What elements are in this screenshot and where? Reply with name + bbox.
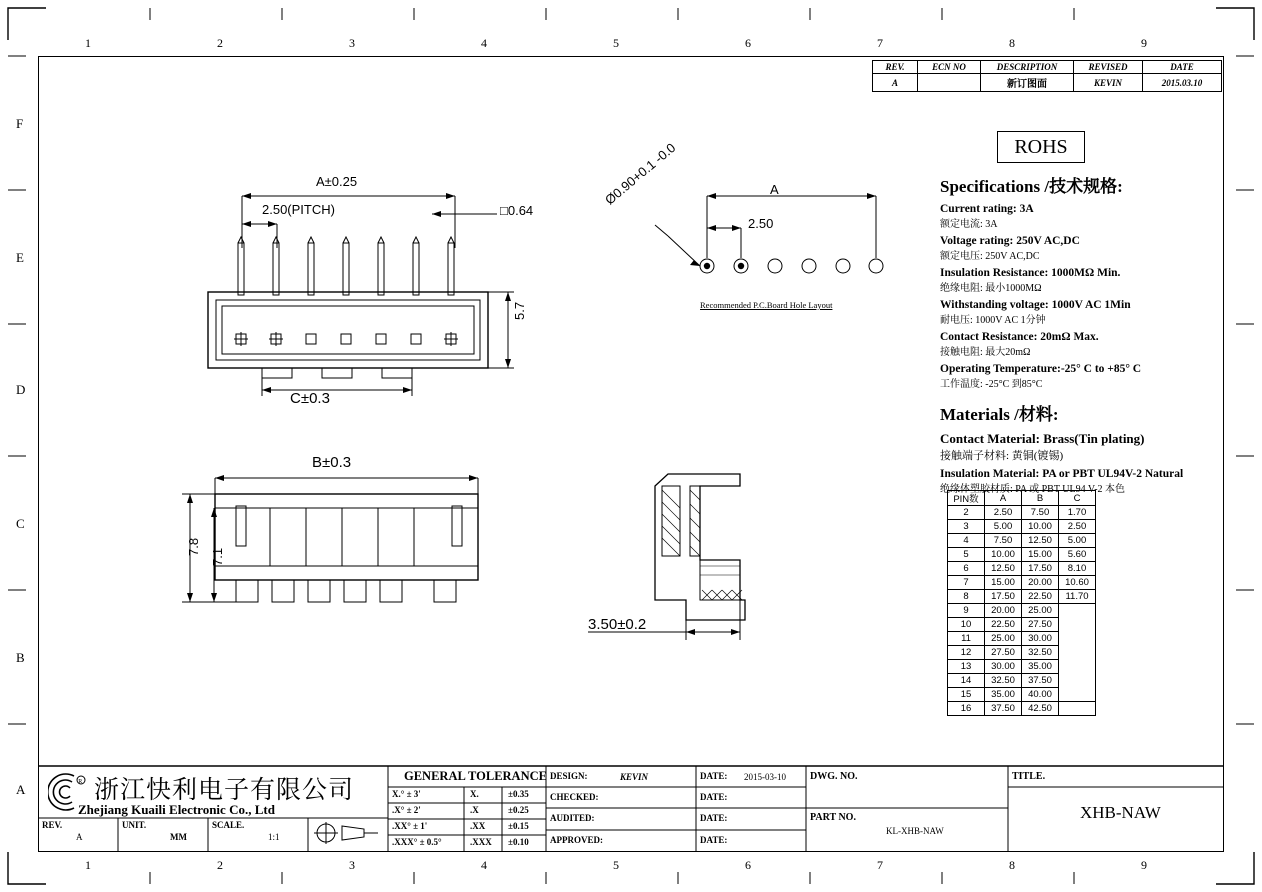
pin-cell: 10.00 bbox=[1022, 520, 1059, 534]
tolerance-angular-1: X.° ± 3' bbox=[392, 789, 421, 799]
dim-label-7-8: 7.8 bbox=[186, 537, 201, 556]
spec-en: Insulation Resistance: 1000MΩ Min. bbox=[940, 267, 1121, 279]
unit-value: MM bbox=[170, 832, 187, 842]
tolerance-title: GENERAL TOLERANCE bbox=[404, 769, 547, 783]
pin-cell: 17.50 bbox=[1022, 562, 1059, 576]
spec-en: Current rating: 3A bbox=[940, 203, 1034, 215]
dim-label-b: B±0.3 bbox=[312, 454, 352, 471]
pin-cell: 10.00 bbox=[985, 548, 1022, 562]
audited-label: AUDITED: bbox=[550, 813, 595, 823]
pin-cell: 12.50 bbox=[1022, 534, 1059, 548]
pin-cell: 2 bbox=[948, 506, 985, 520]
spec-cn: 耐电压: 1000V AC 1分钟 bbox=[940, 315, 1046, 326]
pin-cell: 37.50 bbox=[1022, 674, 1059, 688]
zone-left-A: A bbox=[16, 782, 26, 797]
layout-label-a: A bbox=[770, 182, 779, 197]
date-label-2: DATE: bbox=[700, 792, 728, 802]
spec-cn: 工作温度: -25°C 到85°C bbox=[940, 379, 1043, 390]
spec-cn: 额定电压: 250V AC,DC bbox=[940, 251, 1040, 262]
approved-label: APPROVED: bbox=[550, 835, 603, 845]
zone-top-3: 3 bbox=[349, 36, 355, 50]
zone-left-C: C bbox=[16, 516, 25, 531]
revision-cell-rev: A bbox=[873, 74, 918, 92]
spec-cn: 额定电流: 3A bbox=[940, 219, 998, 230]
scale-value: 1:1 bbox=[268, 832, 280, 842]
zone-left-B: B bbox=[16, 650, 25, 665]
zone-bottom-5: 5 bbox=[613, 858, 619, 872]
pin-cell: 20.00 bbox=[985, 604, 1022, 618]
svg-text:R: R bbox=[78, 779, 83, 785]
tolerance-linear-val-4: ±0.10 bbox=[508, 837, 529, 847]
pin-cell: 8.10 bbox=[1059, 562, 1096, 576]
design-value: KEVIN bbox=[620, 772, 649, 782]
dim-label-5-7: 5.7 bbox=[512, 301, 527, 320]
date-label-4: DATE: bbox=[700, 835, 728, 845]
rev-value: A bbox=[76, 832, 83, 842]
pin-cell: 11.70 bbox=[1059, 590, 1096, 604]
revision-cell-description: 新订图面 bbox=[981, 74, 1074, 92]
pin-cell: 10 bbox=[948, 618, 985, 632]
pcb-layout-note: Recommended P.C.Board Hole Layout bbox=[700, 300, 833, 310]
tolerance-angular-2: .X° ± 2' bbox=[392, 805, 421, 815]
pin-cell: 22.50 bbox=[985, 618, 1022, 632]
pin-cell: 5 bbox=[948, 548, 985, 562]
spec-en: Operating Temperature:-25° C to +85° C bbox=[940, 363, 1142, 375]
tolerance-linear-key-1: X. bbox=[470, 789, 479, 799]
revision-header-ecn: ECN NO bbox=[918, 61, 981, 74]
pin-cell: 12 bbox=[948, 646, 985, 660]
zone-bottom-7: 7 bbox=[877, 858, 883, 872]
tolerance-linear-val-3: ±0.15 bbox=[508, 821, 529, 831]
zone-bottom-4: 4 bbox=[481, 858, 487, 872]
revision-header-date: DATE bbox=[1143, 61, 1222, 74]
revision-cell-revised: KEVIN bbox=[1074, 74, 1143, 92]
spec-en: Voltage rating: 250V AC,DC bbox=[940, 235, 1080, 247]
pin-cell: 3 bbox=[948, 520, 985, 534]
material-cn: 接触端子材料: 黄铜(镀锡) bbox=[940, 450, 1064, 462]
tolerance-linear-key-2: .X bbox=[470, 805, 479, 815]
revision-cell-date: 2015.03.10 bbox=[1143, 74, 1222, 92]
pin-cell: 11 bbox=[948, 632, 985, 646]
pin-cell: 9 bbox=[948, 604, 985, 618]
first-angle-projection-icon bbox=[312, 820, 386, 846]
pin-cell: 32.50 bbox=[1022, 646, 1059, 660]
pin-header-a: A bbox=[985, 491, 1022, 506]
pin-cell: 2.50 bbox=[1059, 520, 1096, 534]
pin-cell: 30.00 bbox=[1022, 632, 1059, 646]
part-no-value: KL-XHB-NAW bbox=[886, 826, 944, 836]
drawing-title-value: XHB-NAW bbox=[1080, 803, 1161, 822]
pin-cell: 6 bbox=[948, 562, 985, 576]
pin-cell: 1.70 bbox=[1059, 506, 1096, 520]
pin-header-pin: PIN数 bbox=[948, 491, 985, 506]
zone-top-2: 2 bbox=[217, 36, 223, 50]
pin-cell: 27.50 bbox=[1022, 618, 1059, 632]
pin-cell: 7 bbox=[948, 576, 985, 590]
dim-label-7-1: 7.1 bbox=[210, 547, 225, 566]
materials-title: Materials /材料: bbox=[940, 405, 1059, 424]
pin-cell: 7.50 bbox=[1022, 506, 1059, 520]
zone-top-1: 1 bbox=[85, 36, 91, 50]
pin-cell: 14 bbox=[948, 674, 985, 688]
pin-cell: 32.50 bbox=[985, 674, 1022, 688]
pin-cell: 30.00 bbox=[985, 660, 1022, 674]
date-label-1: DATE: bbox=[700, 771, 728, 781]
pin-cell: 35.00 bbox=[1022, 660, 1059, 674]
pin-header-b: B bbox=[1022, 491, 1059, 506]
revision-header-description: DESCRIPTION bbox=[981, 61, 1074, 74]
dim-label-depth: 3.50±0.2 bbox=[588, 616, 647, 633]
company-name-cn: 浙江快利电子有限公司 bbox=[94, 775, 355, 804]
zone-bottom-9: 9 bbox=[1141, 858, 1147, 872]
company-name-en: Zhejiang Kuaili Electronic Co., Ltd bbox=[78, 802, 275, 817]
zone-bottom-1: 1 bbox=[85, 858, 91, 872]
pin-cell: 20.00 bbox=[1022, 576, 1059, 590]
zone-left-D: D bbox=[16, 382, 26, 397]
pin-cell: 13 bbox=[948, 660, 985, 674]
pin-cell: 25.00 bbox=[985, 632, 1022, 646]
pin-cell: 5.60 bbox=[1059, 548, 1096, 562]
tolerance-angular-4: .XXX° ± 0.5° bbox=[392, 837, 442, 847]
pin-cell: 40.00 bbox=[1022, 688, 1059, 702]
tolerance-linear-key-4: .XXX bbox=[470, 837, 492, 847]
title-label: TITLE. bbox=[1012, 771, 1046, 782]
pin-cell: 15.00 bbox=[1022, 548, 1059, 562]
pin-cell: 5.00 bbox=[985, 520, 1022, 534]
pin-cell: 37.50 bbox=[985, 702, 1022, 716]
material-en: Contact Material: Brass(Tin plating) bbox=[940, 431, 1145, 446]
zone-bottom-2: 2 bbox=[217, 858, 223, 872]
zone-bottom-8: 8 bbox=[1009, 858, 1015, 872]
tolerance-angular-3: .XX° ± 1' bbox=[392, 821, 428, 831]
pin-cell: 42.50 bbox=[1022, 702, 1059, 716]
pin-cell: 22.50 bbox=[1022, 590, 1059, 604]
pin-cell: 8 bbox=[948, 590, 985, 604]
pin-cell: 7.50 bbox=[985, 534, 1022, 548]
zone-top-4: 4 bbox=[481, 36, 487, 50]
zone-top-7: 7 bbox=[877, 36, 883, 50]
pin-cell: 15.00 bbox=[985, 576, 1022, 590]
part-no-label: PART NO. bbox=[810, 812, 856, 823]
rev-label: REV. bbox=[42, 820, 63, 830]
pin-cell: 2.50 bbox=[985, 506, 1022, 520]
zone-bottom-3: 3 bbox=[349, 858, 355, 872]
checked-label: CHECKED: bbox=[550, 792, 599, 802]
tolerance-linear-key-3: .XX bbox=[470, 821, 486, 831]
zone-left-E: E bbox=[16, 250, 24, 265]
tolerance-linear-val-2: ±0.25 bbox=[508, 805, 529, 815]
pin-cell: 35.00 bbox=[985, 688, 1022, 702]
zone-top-9: 9 bbox=[1141, 36, 1147, 50]
dim-label-c: C±0.3 bbox=[290, 390, 330, 407]
layout-label-pitch: 2.50 bbox=[748, 216, 774, 231]
pin-cell: 27.50 bbox=[985, 646, 1022, 660]
spec-en: Withstanding voltage: 1000V AC 1Min bbox=[940, 299, 1131, 311]
material-en: Insulation Material: PA or PBT UL94V-2 Natural bbox=[940, 468, 1184, 480]
pin-cell: 12.50 bbox=[985, 562, 1022, 576]
revision-header-revised: REVISED bbox=[1074, 61, 1143, 74]
pin-header-c: C bbox=[1059, 491, 1096, 506]
scale-label: SCALE. bbox=[212, 820, 245, 830]
dim-label-a-top: A±0.25 bbox=[316, 174, 358, 189]
pin-cell: 16 bbox=[948, 702, 985, 716]
dwg-no-label: DWG. NO. bbox=[810, 771, 858, 782]
dim-label-hole-dia: Ø0.90+0.1 -0.0 bbox=[602, 140, 679, 208]
pin-cell: 15 bbox=[948, 688, 985, 702]
pin-cell: 4 bbox=[948, 534, 985, 548]
spec-en: Contact Resistance: 20mΩ Max. bbox=[940, 331, 1099, 343]
rohs-badge: ROHS bbox=[997, 131, 1085, 163]
dim-label-pin-square: □0.64 bbox=[500, 203, 534, 218]
pin-cell: 10.60 bbox=[1059, 576, 1096, 590]
zone-top-8: 8 bbox=[1009, 36, 1015, 50]
zone-top-6: 6 bbox=[745, 36, 751, 50]
company-logo-block bbox=[48, 770, 388, 822]
tolerance-linear-val-1: ±0.35 bbox=[508, 789, 529, 799]
date-label-3: DATE: bbox=[700, 813, 728, 823]
design-label: DESIGN: bbox=[550, 771, 588, 781]
dim-label-pitch: 2.50(PITCH) bbox=[262, 202, 335, 217]
zone-left-F: F bbox=[16, 116, 24, 131]
unit-label: UNIT. bbox=[122, 820, 147, 830]
date-value-1: 2015-03-10 bbox=[744, 772, 786, 782]
zone-top-5: 5 bbox=[613, 36, 619, 50]
pin-cell: 25.00 bbox=[1022, 604, 1059, 618]
revision-header-rev: REV. bbox=[873, 61, 918, 74]
material-cn: 绝缘体塑胶材质: PA 或 PBT UL94 V-2 本色 bbox=[940, 484, 1126, 495]
pin-cell: 5.00 bbox=[1059, 534, 1096, 548]
spec-cn: 绝缘电阻: 最小1000MΩ bbox=[940, 283, 1042, 294]
pin-cell: 17.50 bbox=[985, 590, 1022, 604]
specifications-title: Specifications /技术规格: bbox=[940, 177, 1123, 196]
spec-cn: 接触电阻: 最大20mΩ bbox=[940, 347, 1031, 358]
zone-bottom-6: 6 bbox=[745, 858, 751, 872]
